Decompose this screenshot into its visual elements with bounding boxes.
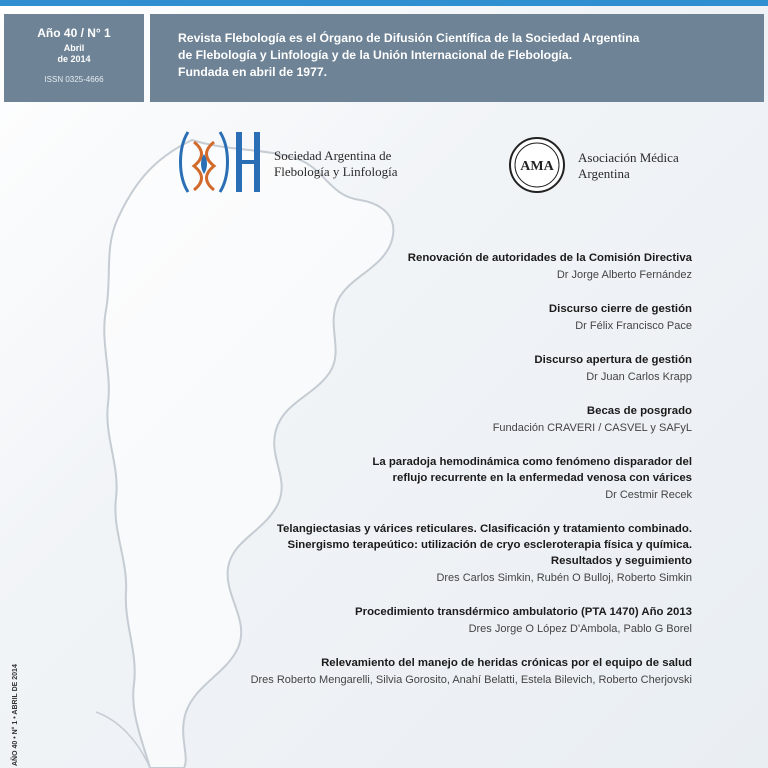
toc-author: Dr Juan Carlos Krapp	[586, 371, 692, 383]
saf-name-line: Sociedad Argentina de	[274, 148, 392, 163]
toc-title-line: reflujo recurrente en la enfermedad venosa con várices	[392, 472, 692, 484]
description-line: Fundada en abril de 1977.	[178, 65, 328, 79]
toc-title-line: La paradoja hemodinámica como fenómeno disparador del	[372, 456, 692, 468]
spine-text	[2, 600, 19, 768]
toc-title	[132, 403, 692, 419]
saf-logo	[176, 128, 416, 198]
toc-item[interactable]	[132, 521, 692, 586]
table-of-contents	[132, 250, 692, 706]
toc-title-line: Resultados y seguimiento	[550, 555, 692, 567]
toc-author: Fundación CRAVERI / CASVEL y SAFyL	[492, 422, 692, 434]
saf-name	[274, 148, 397, 180]
ama-logo	[508, 136, 728, 196]
toc-title	[132, 655, 692, 671]
toc-title	[132, 301, 692, 317]
toc-title	[132, 250, 692, 266]
toc-item[interactable]	[132, 301, 692, 334]
issue-box	[4, 14, 144, 102]
ama-seal-icon	[508, 136, 566, 194]
toc-title	[132, 604, 692, 620]
ama-name-line: Argentina	[578, 166, 630, 181]
saf-emblem-icon	[176, 128, 266, 196]
toc-item[interactable]	[132, 454, 692, 503]
toc-item[interactable]	[132, 250, 692, 283]
toc-title	[132, 521, 692, 569]
ama-name	[578, 150, 679, 182]
description-line: de Flebología y Linfología y de la Unión Internacional de Flebología.	[178, 48, 573, 62]
toc-item[interactable]	[132, 352, 692, 385]
toc-title-line: Procedimiento transdérmico ambulatorio (PTA 1470) Año 2013	[355, 606, 692, 618]
toc-title	[132, 454, 692, 486]
issue-year: de 2014	[57, 54, 91, 64]
toc-title-line: Relevamiento del manejo de heridas crónicas por el equipo de salud	[321, 657, 692, 669]
issue-month: Abril	[63, 43, 85, 53]
toc-author: Dr Jorge Alberto Fernández	[556, 269, 692, 281]
toc-title-line: Becas de posgrado	[586, 405, 692, 417]
issue-number: Año 40 / N° 1	[37, 26, 111, 40]
spine-label: AÑO 40 • N° 1 • ABRIL DE 2014	[12, 664, 19, 766]
top-accent-bar	[0, 0, 768, 6]
toc-author: Dres Roberto Mengarelli, Silvia Gorosito, Anahí Belatti, Estela Bilevich, Roberto Cherjovski	[250, 674, 692, 686]
toc-title-line: Discurso cierre de gestión	[548, 303, 692, 315]
description-line: Revista Flebología es el Órgano de Difusión Científica de la Sociedad Argentina	[178, 31, 640, 45]
toc-title-line: Renovación de autoridades de la Comisión Directiva	[407, 252, 692, 264]
toc-title-line: Sinergismo terapeútico: utilización de cryo escleroterapia física y química.	[287, 539, 692, 551]
saf-name-line: Flebología y Linfología	[274, 164, 398, 179]
toc-author: Dres Carlos Simkin, Rubén O Bulloj, Roberto Simkin	[436, 572, 692, 584]
toc-author: Dr Cestmir Recek	[605, 489, 692, 501]
toc-author: Dres Jorge O López D'Ambola, Pablo G Borel	[468, 623, 692, 635]
toc-title	[132, 352, 692, 368]
toc-item[interactable]	[132, 403, 692, 436]
ama-name-line: Asociación Médica	[578, 150, 679, 165]
toc-author: Dr Félix Francisco Pace	[575, 320, 692, 332]
journal-description	[150, 14, 764, 102]
toc-title-line: Telangiectasias y várices reticulares. Clasificación y tratamiento combinado.	[276, 523, 692, 535]
issn: ISSN 0325-4666	[44, 75, 104, 84]
issue-date	[4, 43, 144, 65]
toc-title-line: Discurso apertura de gestión	[534, 354, 692, 366]
ama-monogram: AMA	[520, 159, 554, 174]
toc-item[interactable]	[132, 604, 692, 637]
toc-item[interactable]	[132, 655, 692, 688]
